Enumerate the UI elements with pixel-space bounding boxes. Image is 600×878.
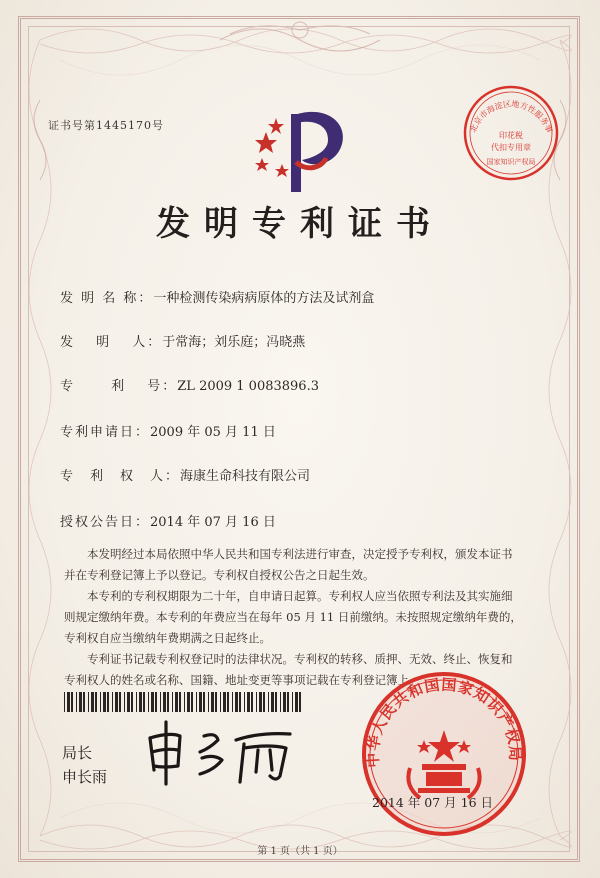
barcode-bar xyxy=(215,692,217,712)
field-invention-name xyxy=(60,287,374,306)
barcode-bar xyxy=(119,692,121,712)
field-label: 专 利 号： xyxy=(60,379,178,394)
barcode-bar xyxy=(299,692,301,712)
field-value: 于常海；刘乐庭；冯晓燕 xyxy=(162,335,306,350)
tax-seal-mid-text: 印花税 xyxy=(499,131,523,140)
barcode-bar xyxy=(160,692,161,712)
director-title: 局长 xyxy=(62,744,93,762)
page-number: 第 1 页（共 1 页） xyxy=(257,846,343,857)
field-patent-number xyxy=(60,375,319,394)
official-seal-text: 中华人民共和国国家知识产权局 xyxy=(363,675,525,769)
barcode-bar xyxy=(227,692,229,712)
field-value: 一种检测传染病病原体的方法及试剂盒 xyxy=(153,291,375,306)
barcode-bar xyxy=(151,692,154,712)
barcode-bar xyxy=(155,692,157,712)
issue-date: 2014 年 07 月 16 日 xyxy=(372,795,493,810)
barcode-bar xyxy=(259,692,262,712)
field-application-date xyxy=(60,421,276,440)
body-line: 专利权人的姓名或名称、国籍、地址变更等事项记载在专利登记簿上。 xyxy=(64,673,421,687)
barcode-bar xyxy=(287,692,289,712)
patent-office-logo xyxy=(252,102,352,194)
body-line: 则规定缴纳年费。本专利的年费应当在每年 05 月 11 日前缴纳。未按照规定缴纳年费的， xyxy=(64,610,522,624)
barcode-bar xyxy=(136,692,137,712)
field-label: 授权公告日： xyxy=(60,515,151,530)
tax-seal-arc-text: 北京市海淀区地方性服务事 xyxy=(468,99,554,135)
barcode-bar xyxy=(184,692,185,712)
field-grant-date xyxy=(60,511,276,530)
barcode-bar xyxy=(79,692,82,712)
barcode-bar xyxy=(76,692,77,712)
barcode-bar xyxy=(283,692,286,712)
barcode-bar xyxy=(139,692,142,712)
field-value: 2009 年 05 月 11 日 xyxy=(150,425,276,440)
barcode-bar xyxy=(88,692,89,712)
field-label: 专 利 权 人： xyxy=(60,469,181,484)
barcode-bar xyxy=(280,692,281,712)
barcode-bar xyxy=(275,692,277,712)
barcode-bar xyxy=(100,692,101,712)
barcode-bar xyxy=(179,692,181,712)
body-line: 并在专利登记簿上予以登记。专利权自授权公告之日起生效。 xyxy=(64,568,375,582)
barcode-bar xyxy=(199,692,202,712)
tax-seal-mid-text-2: 代扣专用章 xyxy=(491,143,531,152)
barcode-bar xyxy=(187,692,190,712)
barcode-bar xyxy=(220,692,221,712)
field-patentee xyxy=(60,465,310,484)
barcode-bar xyxy=(247,692,250,712)
barcode-bar xyxy=(83,692,85,712)
barcode-bar xyxy=(208,692,209,712)
barcode-bar xyxy=(239,692,241,712)
body-line: 本专利的专利权期限为二十年，自申请日起算。专利权人应当依照专利法及其实施细 xyxy=(87,589,513,603)
body-line: 本发明经过本局依照中华人民共和国专利法进行审查，决定授予专利权，颁发本证书 xyxy=(87,547,513,561)
barcode-bar xyxy=(103,692,106,712)
barcode-bar xyxy=(71,692,73,712)
barcode-bar xyxy=(148,692,149,712)
barcode-bar xyxy=(196,692,197,712)
barcode-bar xyxy=(143,692,145,712)
barcode-bar xyxy=(268,692,269,712)
tax-seal-bottom-text: 国家知识产权局 xyxy=(486,158,536,166)
body-line: 专利权自应当缴纳年费期满之日起终止。 xyxy=(64,631,271,645)
barcode-bar xyxy=(167,692,169,712)
barcode-bar xyxy=(91,692,94,712)
svg-text:北京市海淀区地方性服务事 xyxy=(467,98,555,134)
barcode-bar xyxy=(172,692,173,712)
barcode-bar xyxy=(223,692,226,712)
field-value: ZL 2009 1 0083896.3 xyxy=(177,379,319,394)
barcode-bar xyxy=(232,692,233,712)
field-label: 发 明 名 称： xyxy=(60,291,154,306)
barcode-bar xyxy=(107,692,109,712)
barcode-bar xyxy=(124,692,125,712)
field-label: 专利申请日： xyxy=(60,425,151,440)
barcode-bar xyxy=(256,692,257,712)
barcode-bar xyxy=(203,692,205,712)
barcode-bar xyxy=(191,692,193,712)
barcode-bar xyxy=(175,692,178,712)
director-name: 申长雨 xyxy=(62,768,108,786)
barcode-bar xyxy=(244,692,245,712)
certificate-number: 证书号第1445170号 xyxy=(48,119,164,132)
barcode-bar xyxy=(271,692,274,712)
field-value: 2014 年 07 月 16 日 xyxy=(150,515,276,530)
official-seal xyxy=(358,668,530,840)
barcode-bar xyxy=(67,692,70,712)
barcode-bar xyxy=(235,692,238,712)
field-value: 海康生命科技有限公司 xyxy=(180,469,311,484)
barcode-bar xyxy=(211,692,214,712)
barcode-bar xyxy=(263,692,265,712)
barcode-bar xyxy=(112,692,113,712)
barcode-bar xyxy=(64,692,65,712)
handwritten-signature xyxy=(140,714,310,786)
field-inventors xyxy=(60,331,305,350)
field-label: 发 明 人： xyxy=(60,335,163,350)
barcode-bar xyxy=(95,692,97,712)
barcode-bar xyxy=(115,692,118,712)
barcode-bar xyxy=(251,692,253,712)
barcode-bar xyxy=(163,692,166,712)
barcode-bar xyxy=(295,692,298,712)
tax-seal xyxy=(456,78,566,188)
barcode-bar xyxy=(292,692,293,712)
barcode xyxy=(64,692,304,712)
barcode-bar xyxy=(127,692,130,712)
barcode-bar xyxy=(131,692,133,712)
body-line: 专利证书记载专利权登记时的法律状况。专利权的转移、质押、无效、终止、恢复和 xyxy=(87,652,513,666)
certificate-title: 发明专利证书 xyxy=(156,204,444,244)
